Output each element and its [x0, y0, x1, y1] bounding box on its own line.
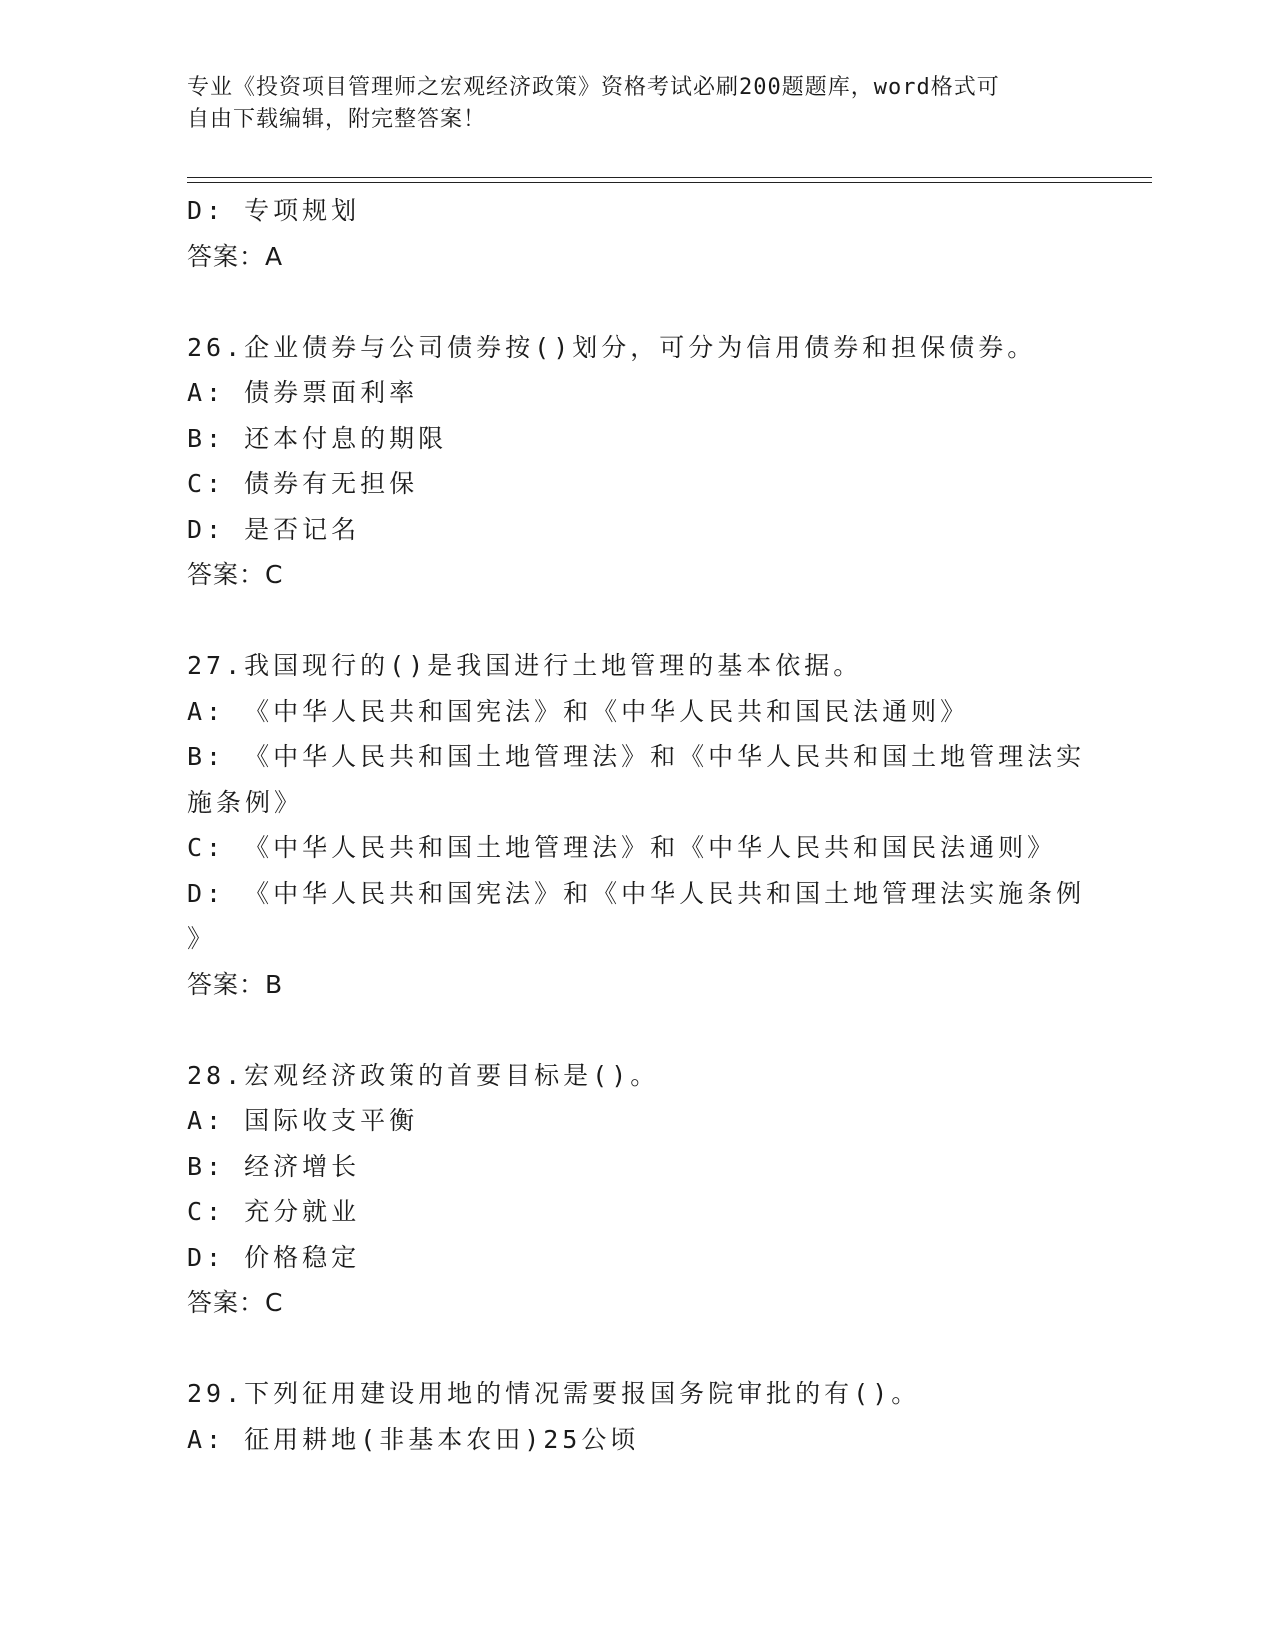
option-d: D: 《中华人民共和国宪法》和《中华人民共和国土地管理法实施条例	[187, 878, 1086, 908]
spacer	[187, 1007, 1067, 1053]
question-block-29	[187, 1371, 1067, 1462]
question-list	[187, 188, 1086, 1462]
option-b: B: 《中华人民共和国土地管理法》和《中华人民共和国土地管理法实	[187, 742, 1086, 771]
spacer	[187, 1326, 1067, 1372]
header-divider-bottom	[187, 182, 1152, 183]
document-header	[187, 72, 1067, 136]
option-b: B: 还本付息的期限	[187, 423, 448, 453]
question-stem: 28.宏观经济政策的首要目标是()。	[187, 1060, 660, 1090]
answer-line: 答案：B	[187, 969, 284, 999]
option-d: D: 专项规划	[187, 196, 361, 225]
spacer	[187, 279, 1067, 325]
question-stem: 27.我国现行的()是我国进行土地管理的基本依据。	[187, 651, 863, 680]
option-b: B: 经济增长	[187, 1151, 361, 1181]
question-block-28	[187, 1053, 1067, 1326]
option-d: D: 价格稳定	[187, 1242, 361, 1272]
answer-line: 答案：C	[187, 1288, 284, 1317]
option-c: C: 充分就业	[187, 1197, 361, 1226]
option-b-continued: 施条例》	[187, 787, 304, 817]
option-c: C: 债券有无担保	[187, 469, 419, 498]
option-c: C: 《中华人民共和国土地管理法》和《中华人民共和国民法通则》	[187, 833, 1057, 862]
spacer	[187, 598, 1067, 644]
option-d: D: 是否记名	[187, 514, 361, 544]
option-a: A: 《中华人民共和国宪法》和《中华人民共和国民法通则》	[187, 696, 970, 726]
header-title-line2: 自由下载编辑，附完整答案！	[187, 107, 487, 132]
question-stem: 26.企业债券与公司债券按()划分，可分为信用债券和担保债券。	[187, 332, 1037, 362]
header-title-line1: 专业《投资项目管理师之宏观经济政策》资格考试必刷200题题库，word格式可	[187, 75, 1000, 100]
question-block-26	[187, 325, 1067, 598]
option-a: A: 债券票面利率	[187, 378, 419, 407]
header-divider-top	[187, 177, 1152, 178]
answer-line: 答案：C	[187, 560, 284, 589]
question-block-25-tail	[187, 188, 1067, 279]
option-a: A: 征用耕地(非基本农田)25公顷	[187, 1424, 640, 1454]
option-a: A: 国际收支平衡	[187, 1106, 419, 1135]
answer-line: 答案：A	[187, 241, 284, 271]
question-stem: 29.下列征用建设用地的情况需要报国务院审批的有()。	[187, 1379, 921, 1408]
option-d-continued: 》	[187, 924, 217, 953]
question-block-27	[187, 643, 1086, 1007]
